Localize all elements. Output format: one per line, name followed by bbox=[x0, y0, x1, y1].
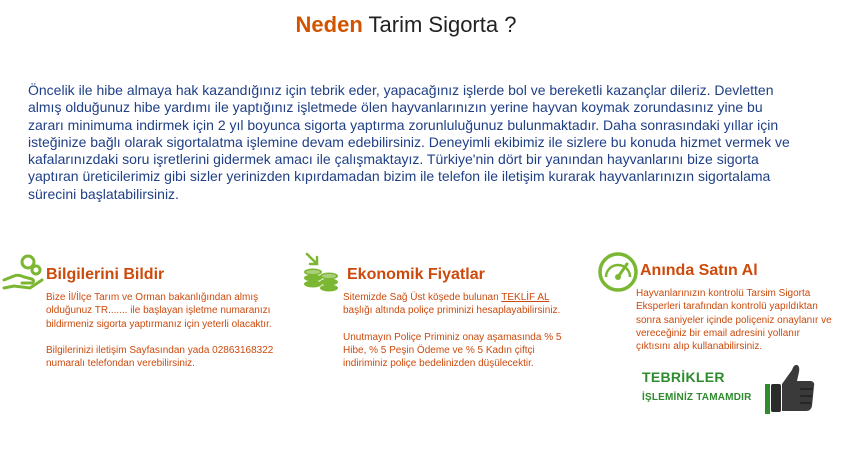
congrats-subtitle: İŞLEMİNİZ TAMAMDIR bbox=[642, 392, 752, 403]
feature-text-segment: Sitemizde Sağ Üst köşede bulunan bbox=[343, 292, 502, 303]
intro-paragraph: Öncelik ile hibe almaya hak kazandığınız için tebrik eder, yapacağınız işlerde bol ve bereketli kazançlar dileriz. Devletten almış olduğunuz hibe yardımı ile yaptığınız işletmede ölen hayvanlarınızın yerine hayvan koymak zorundasınız yine bu zararı minimuma indirmek için 2 yıl boyunca sigorta yaptırma zorunluluğunuz bulunmaktadır. Daha sonrasındaki yıllar için isteğinize bağlı olarak sigortalatma işlemine devam edebilirsiniz. Deneyimli ekibimiz ile sizlere bu konuda hizmet vermek ve kafalarınızdaki soru işretlerini gidermek amacı ile çalışmaktayız. Türkiye'nin dört bir yanından hayvanlarını bize sigorta yaptıran üreticilerimiz gibi sizler yerinizden kıpırdamadan bizim ile telefon ile iletişim kurarak hayvanlarınızın sigortalama sürecini başlatabilirsiniz. bbox=[28, 82, 790, 202]
feature-text bbox=[636, 287, 836, 353]
feature-title: Bilgilerini Bildir bbox=[46, 266, 165, 283]
page-title bbox=[0, 12, 812, 38]
feature-text bbox=[343, 291, 573, 370]
feature-paragraph: Hayvanlarınızın kontrolü Tarsim Sigorta Eksperleri tarafından kontrolü yapıldıktan sonra saniyeler içinde poliçeniz onaylanır ve vereceğiniz bir email adresini yollanır çıktısını alıp kullanabilirsiniz. bbox=[636, 288, 832, 353]
thumbs-up-icon bbox=[765, 362, 817, 414]
feature-paragraph: Bize İl/İlçe Tarım ve Orman bakanlığından almış olduğunuz TR....... ile başlayan işletme numaranızı bildirmeniz sigorta yaptırmanız için yeterli olacaktır. bbox=[46, 292, 272, 330]
teklif-al-link[interactable]: TEKLİF AL bbox=[501, 292, 550, 303]
feature-paragraph: Bilgilerinizi iletişim Sayfasından yada 02863168322 numaralı telefondan verebilirsiniz. bbox=[46, 344, 274, 370]
title-rest: Tarim Sigorta ? bbox=[362, 12, 517, 37]
feature-text bbox=[46, 291, 278, 370]
title-accent: Neden bbox=[295, 12, 363, 37]
feature-title: Ekonomik Fiyatlar bbox=[347, 266, 485, 283]
coins-down-arrow-icon bbox=[299, 250, 343, 294]
feature-paragraph bbox=[343, 291, 573, 318]
feature-title: Anında Satın Al bbox=[640, 262, 758, 279]
feature-text-segment: başlığı altında poliçe priminizi hesaplayabilirsiniz. bbox=[343, 305, 561, 317]
hand-coins-icon bbox=[2, 250, 46, 294]
speedometer-icon bbox=[596, 250, 640, 294]
congrats-title: TEBRİKLER bbox=[642, 369, 725, 385]
congrats-block bbox=[642, 369, 752, 403]
feature-paragraph: Unutmayın Poliçe Priminiz onay aşamasında % 5 Hibe, % 5 Peşin Ödeme ve % 5 Kadın çiftçi indiriminiz poliçe bedelinizden düşülecektir. bbox=[343, 331, 562, 370]
